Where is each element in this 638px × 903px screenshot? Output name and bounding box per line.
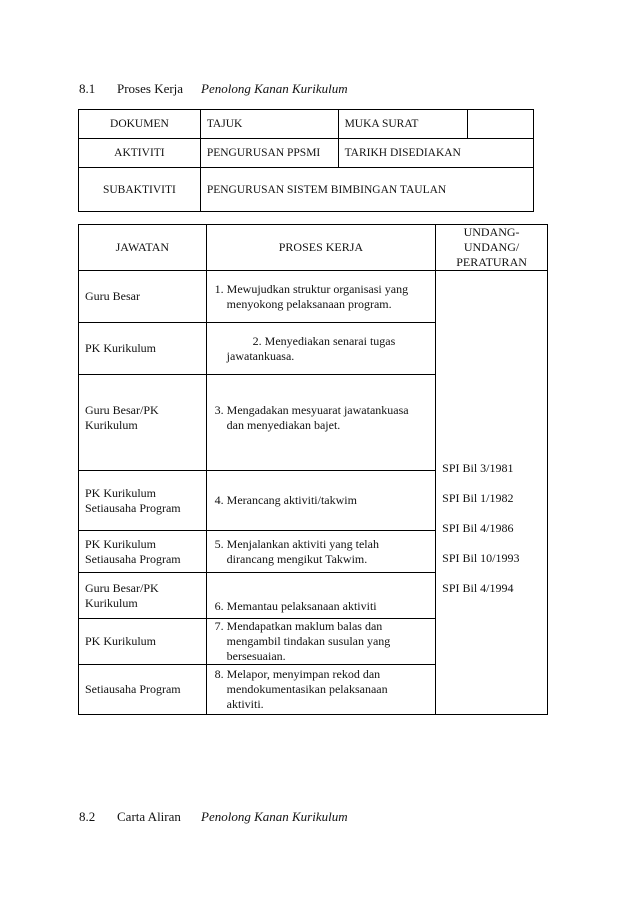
proses-line: 1. Mewujudkan struktur organisasi yang — [214, 281, 409, 296]
jawatan-line: PK Kurikulum — [85, 536, 157, 551]
jawatan-line: PK Kurikulum — [85, 485, 157, 500]
proses-cell — [206, 531, 435, 573]
table-row — [79, 110, 534, 139]
jawatan-cell — [79, 471, 207, 531]
proses-cell — [206, 573, 435, 619]
dokumen-label: DOKUMEN — [79, 110, 201, 139]
law-item: SPI Bil 4/1986 — [442, 520, 514, 535]
proses-line: 8. Melapor, menyimpan rekod dan — [214, 667, 381, 681]
section-label: Proses Kerja — [117, 81, 184, 96]
proses-cell — [206, 665, 435, 715]
jawatan-cell — [79, 665, 207, 715]
jawatan-header: JAWATAN — [79, 225, 207, 271]
section-number: 8.2 — [79, 809, 96, 824]
proses-line: 2. Menyediakan senarai tugas — [252, 333, 396, 348]
muka-surat-label: MUKA SURAT — [338, 110, 468, 139]
jawatan-line: Setiausaha Program — [85, 551, 181, 566]
undang-undang-header — [436, 225, 548, 271]
undang-header-line: UNDANG- — [463, 225, 520, 239]
jawatan-line: Guru Besar/PK — [85, 580, 159, 595]
proses-cell — [206, 619, 435, 665]
proses-line: mendokumentasikan pelaksanaan — [226, 682, 388, 696]
proses-cell — [206, 375, 435, 471]
table-row — [79, 168, 534, 212]
section-label: Carta Aliran — [117, 809, 181, 824]
section-subtitle: Penolong Kanan Kurikulum — [201, 809, 348, 824]
proses-line: dirancang mengikut Takwim. — [226, 551, 368, 566]
proses-kerja-header: PROSES KERJA — [206, 225, 435, 271]
jawatan-line: PK Kurikulum — [85, 341, 157, 355]
jawatan-line: Guru Besar — [85, 289, 140, 303]
proses-cell — [206, 271, 435, 323]
section-subtitle: Penolong Kanan Kurikulum — [201, 81, 348, 96]
document-info-table — [78, 109, 534, 212]
section-heading-8-1 — [79, 81, 479, 99]
aktiviti-value: PENGURUSAN PPSMI — [200, 139, 338, 168]
jawatan-cell — [79, 619, 207, 665]
section-number: 8.1 — [79, 81, 96, 96]
proses-line: bersesuaian. — [226, 649, 286, 663]
table-row — [79, 139, 534, 168]
jawatan-cell — [79, 375, 207, 471]
subaktiviti-value: PENGURUSAN SISTEM BIMBINGAN TAULAN — [200, 168, 533, 212]
jawatan-cell — [79, 531, 207, 573]
jawatan-line: Kurikulum — [85, 595, 138, 610]
aktiviti-label: AKTIVITI — [79, 139, 201, 168]
law-item: SPI Bil 10/1993 — [442, 550, 520, 565]
proses-line: 6. Memantau pelaksanaan aktiviti — [214, 599, 377, 613]
jawatan-line: PK Kurikulum — [85, 634, 157, 648]
proses-line: 5. Menjalankan aktiviti yang telah — [214, 536, 379, 551]
undang-header-line: PERATURAN — [456, 255, 527, 269]
law-item: SPI Bil 4/1994 — [442, 580, 514, 595]
proses-cell — [206, 323, 435, 375]
proses-line: 3. Mengadakan mesyuarat jawatankuasa — [214, 403, 409, 417]
table-row — [79, 271, 548, 323]
jawatan-cell — [79, 323, 207, 375]
process-table — [78, 224, 548, 715]
undang-header-line: UNDANG/ — [463, 240, 520, 254]
proses-line: mengambil tindakan susulan yang — [226, 634, 391, 648]
proses-line: dan menyediakan bajet. — [226, 418, 341, 432]
proses-line: 7. Mendapatkan maklum balas dan — [214, 619, 383, 633]
muka-surat-value — [468, 110, 534, 139]
jawatan-line: Guru Besar/PK — [85, 403, 159, 417]
jawatan-line: Setiausaha Program — [85, 682, 181, 696]
law-item: SPI Bil 3/1981 — [442, 460, 514, 475]
proses-cell — [206, 471, 435, 531]
proses-line: 4. Merancang aktiviti/takwim — [214, 493, 357, 507]
peraturan-cell — [436, 271, 548, 715]
jawatan-cell — [79, 271, 207, 323]
section-heading-8-2 — [79, 809, 479, 827]
jawatan-line: Setiausaha Program — [85, 500, 181, 515]
tajuk-label: TAJUK — [200, 110, 338, 139]
proses-line: aktiviti. — [226, 697, 264, 711]
proses-line: menyokong pelaksanaan program. — [226, 296, 392, 311]
table-header-row — [79, 225, 548, 271]
jawatan-cell — [79, 573, 207, 619]
law-item: SPI Bil 1/1982 — [442, 490, 514, 505]
subaktiviti-label: SUBAKTIVITI — [79, 168, 201, 212]
jawatan-line: Kurikulum — [85, 418, 138, 432]
tarikh-disediakan-label: TARIKH DISEDIAKAN — [338, 139, 533, 168]
proses-line: jawatankuasa. — [226, 348, 295, 363]
